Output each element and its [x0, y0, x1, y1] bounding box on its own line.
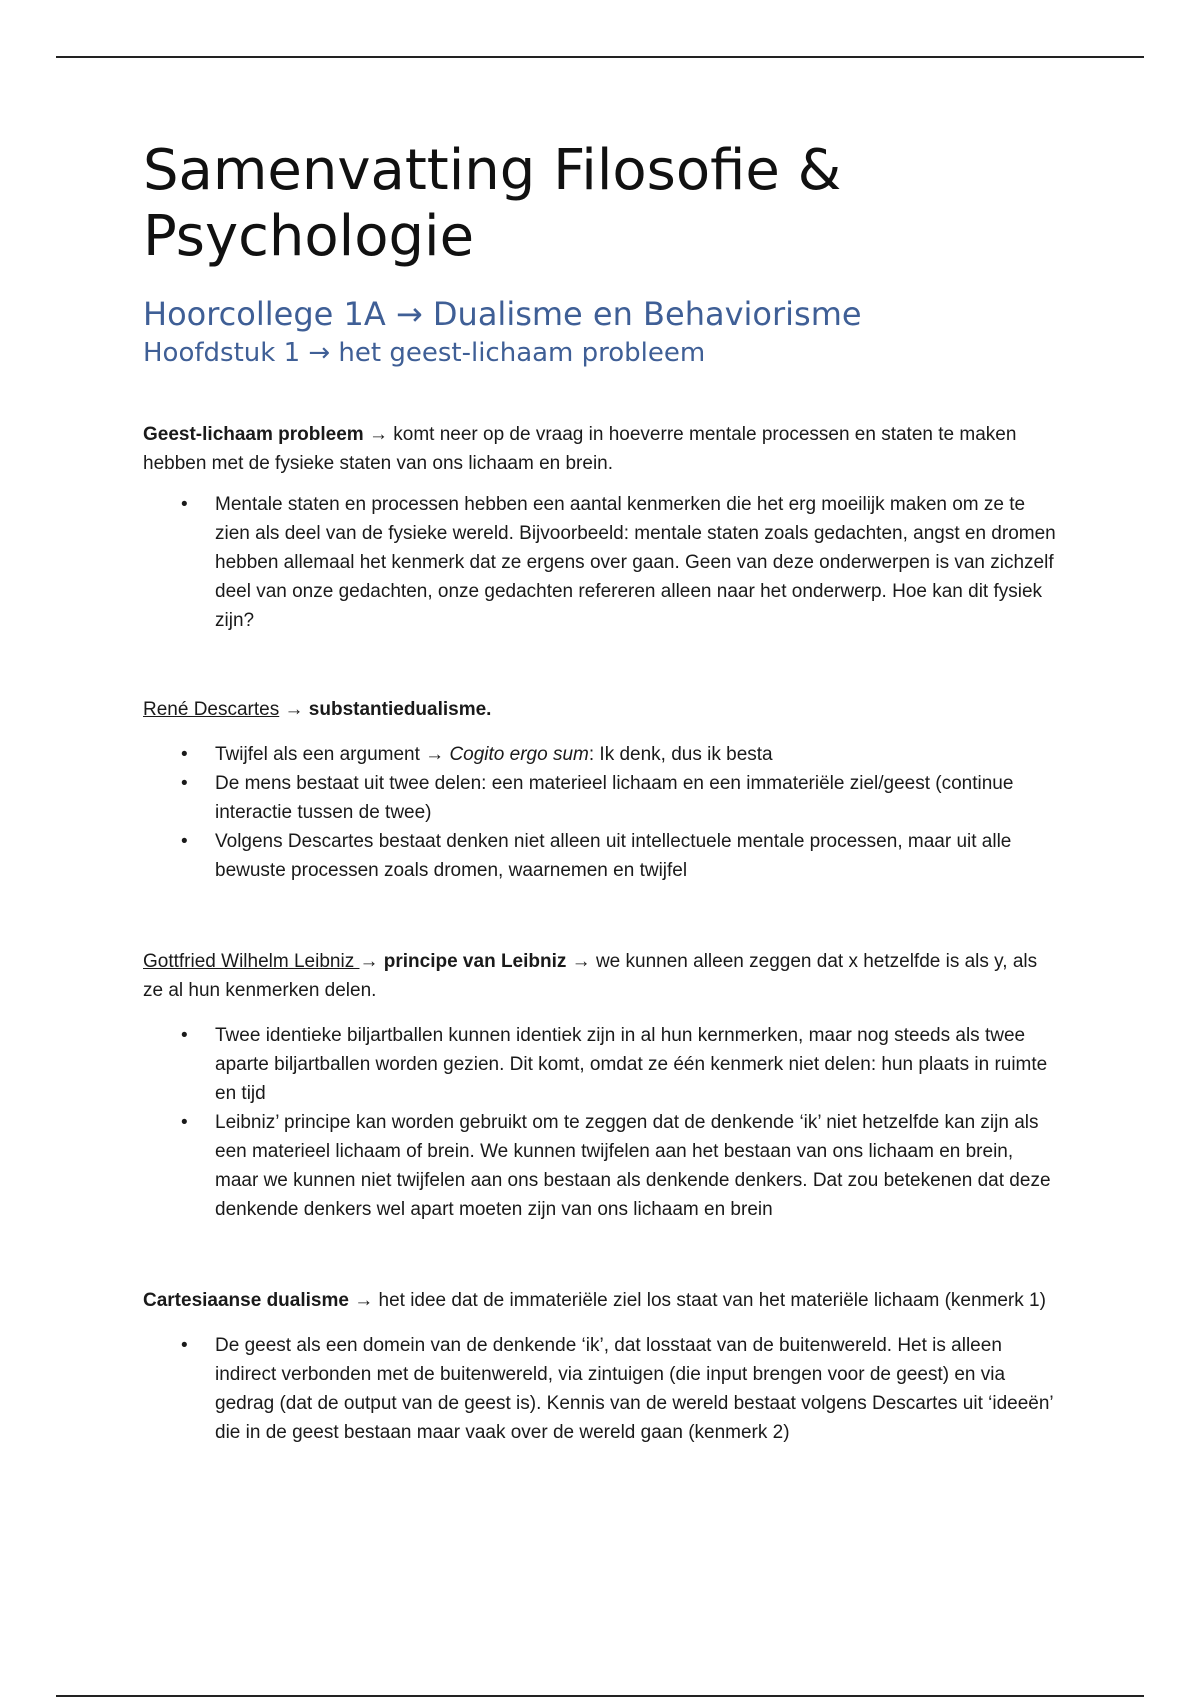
chapter-heading: Hoofdstuk 1 → het geest-lichaam probleem	[143, 338, 706, 368]
arrow-text: →	[359, 951, 384, 972]
bullet-list	[143, 740, 1058, 885]
list-item-text: : Ik denk, dus ik besta	[588, 744, 773, 765]
person-name: René Descartes	[143, 699, 280, 720]
document-title	[143, 138, 1058, 270]
list-item	[143, 769, 1058, 827]
list-item-text: Mentale staten en processen hebben een aantal kenmerken die het erg moeilijk maken om ze te zien als deel van de fysieke wereld. Bijvoorbeeld: mentale staten zoals gedachten, angst en dromen hebben allemaal het kenmerk dat ze ergens over gaan. Geen van deze onderwerpen is van zichzelf deel van onze gedachten, onze gedachten refereren alleen naar het onderwerp. Hoe kan dit fysiek zijn?	[215, 494, 1056, 631]
bullet-icon: •	[181, 773, 188, 794]
bullet-list	[143, 490, 1058, 635]
list-item	[143, 827, 1058, 885]
definition-text: → komt neer op de vraag in hoeverre mentale processen en staten te maken hebben met de fysieke staten van ons lichaam en brein.	[143, 424, 1017, 474]
list-item	[143, 1331, 1058, 1447]
footer-rule	[56, 1695, 1144, 1697]
list-item-text: De mens bestaat uit twee delen: een materieel lichaam en een immateriële ziel/geest (continue interactie tussen de twee)	[215, 773, 1014, 823]
list-item	[143, 1108, 1058, 1224]
bullet-icon: •	[181, 494, 188, 515]
list-item-text: Twijfel als een argument →	[215, 744, 450, 765]
bullet-list	[143, 1331, 1058, 1447]
list-item	[143, 1021, 1058, 1108]
section-geest-lichaam	[143, 420, 1058, 478]
definition-text: → het idee dat de immateriële ziel los staat van het materiële lichaam (kenmerk 1)	[348, 1290, 1046, 1311]
title-line-1: Samenvatting Filosofie &	[143, 138, 842, 203]
term-cartesiaans: Cartesiaanse dualisme	[143, 1290, 349, 1311]
latin-phrase: Cogito ergo sum	[449, 744, 589, 765]
concept-name: substantiedualisme.	[308, 699, 492, 720]
list-item-text: De geest als een domein van de denkende ‘ik’, dat losstaat van de buitenwereld. Het is alleen indirect verbonden met de buitenwereld, via zintuigen (die input brengen voor de geest) en via gedrag (dat de output van de geest is). Kennis van de wereld bestaat volgens Descartes uit ‘ideeën’ die in de geest bestaan maar vaak over de wereld gaan (kenmerk 2)	[215, 1335, 1053, 1443]
section-descartes	[143, 695, 1058, 724]
bullet-icon: •	[181, 1335, 188, 1356]
bullet-icon: •	[181, 831, 188, 852]
list-item-text: Leibniz’ principe kan worden gebruikt om te zeggen dat de denkende ‘ik’ niet hetzelfde kan zijn als een materieel lichaam of brein. We kunnen twijfelen aan het bestaan van ons lichaam en brein, maar we kunnen niet twijfelen aan ons bestaan als denkende denkers. Dat zou betekenen dat deze denkende denkers wel apart moeten zijn van ons lichaam en brein	[215, 1112, 1051, 1220]
list-item	[143, 740, 1058, 769]
concept-name: principe van Leibniz	[383, 951, 567, 972]
header-rule	[56, 56, 1144, 58]
term-geest-lichaam: Geest-lichaam probleem	[143, 424, 364, 445]
section-cartesiaans	[143, 1286, 1058, 1315]
list-item	[143, 490, 1058, 635]
bullet-icon: •	[181, 1112, 188, 1133]
title-line-2: Psychologie	[143, 204, 475, 269]
lecture-heading: Hoorcollege 1A → Dualisme en Behaviorisme	[143, 295, 862, 333]
definition-text: → we kunnen alleen zeggen dat x hetzelfde is als y, als ze al hun kenmerken delen.	[143, 951, 1038, 1001]
person-name: Gottfried Wilhelm Leibniz	[143, 951, 360, 972]
arrow-text: →	[279, 699, 309, 720]
bullet-icon: •	[181, 1025, 188, 1046]
list-item-text: Twee identieke biljartballen kunnen identiek zijn in al hun kernmerken, maar nog steeds als twee aparte biljartballen worden gezien. Dit komt, omdat ze één kenmerk niet delen: hun plaats in ruimte en tijd	[215, 1025, 1048, 1104]
section-leibniz	[143, 947, 1058, 1005]
list-item-text: Volgens Descartes bestaat denken niet alleen uit intellectuele mentale processen, maar uit alle bewuste processen zoals dromen, waarnemen en twijfel	[215, 831, 1012, 881]
bullet-list	[143, 1021, 1058, 1224]
document-page	[143, 138, 1058, 1447]
bullet-icon: •	[181, 744, 188, 765]
